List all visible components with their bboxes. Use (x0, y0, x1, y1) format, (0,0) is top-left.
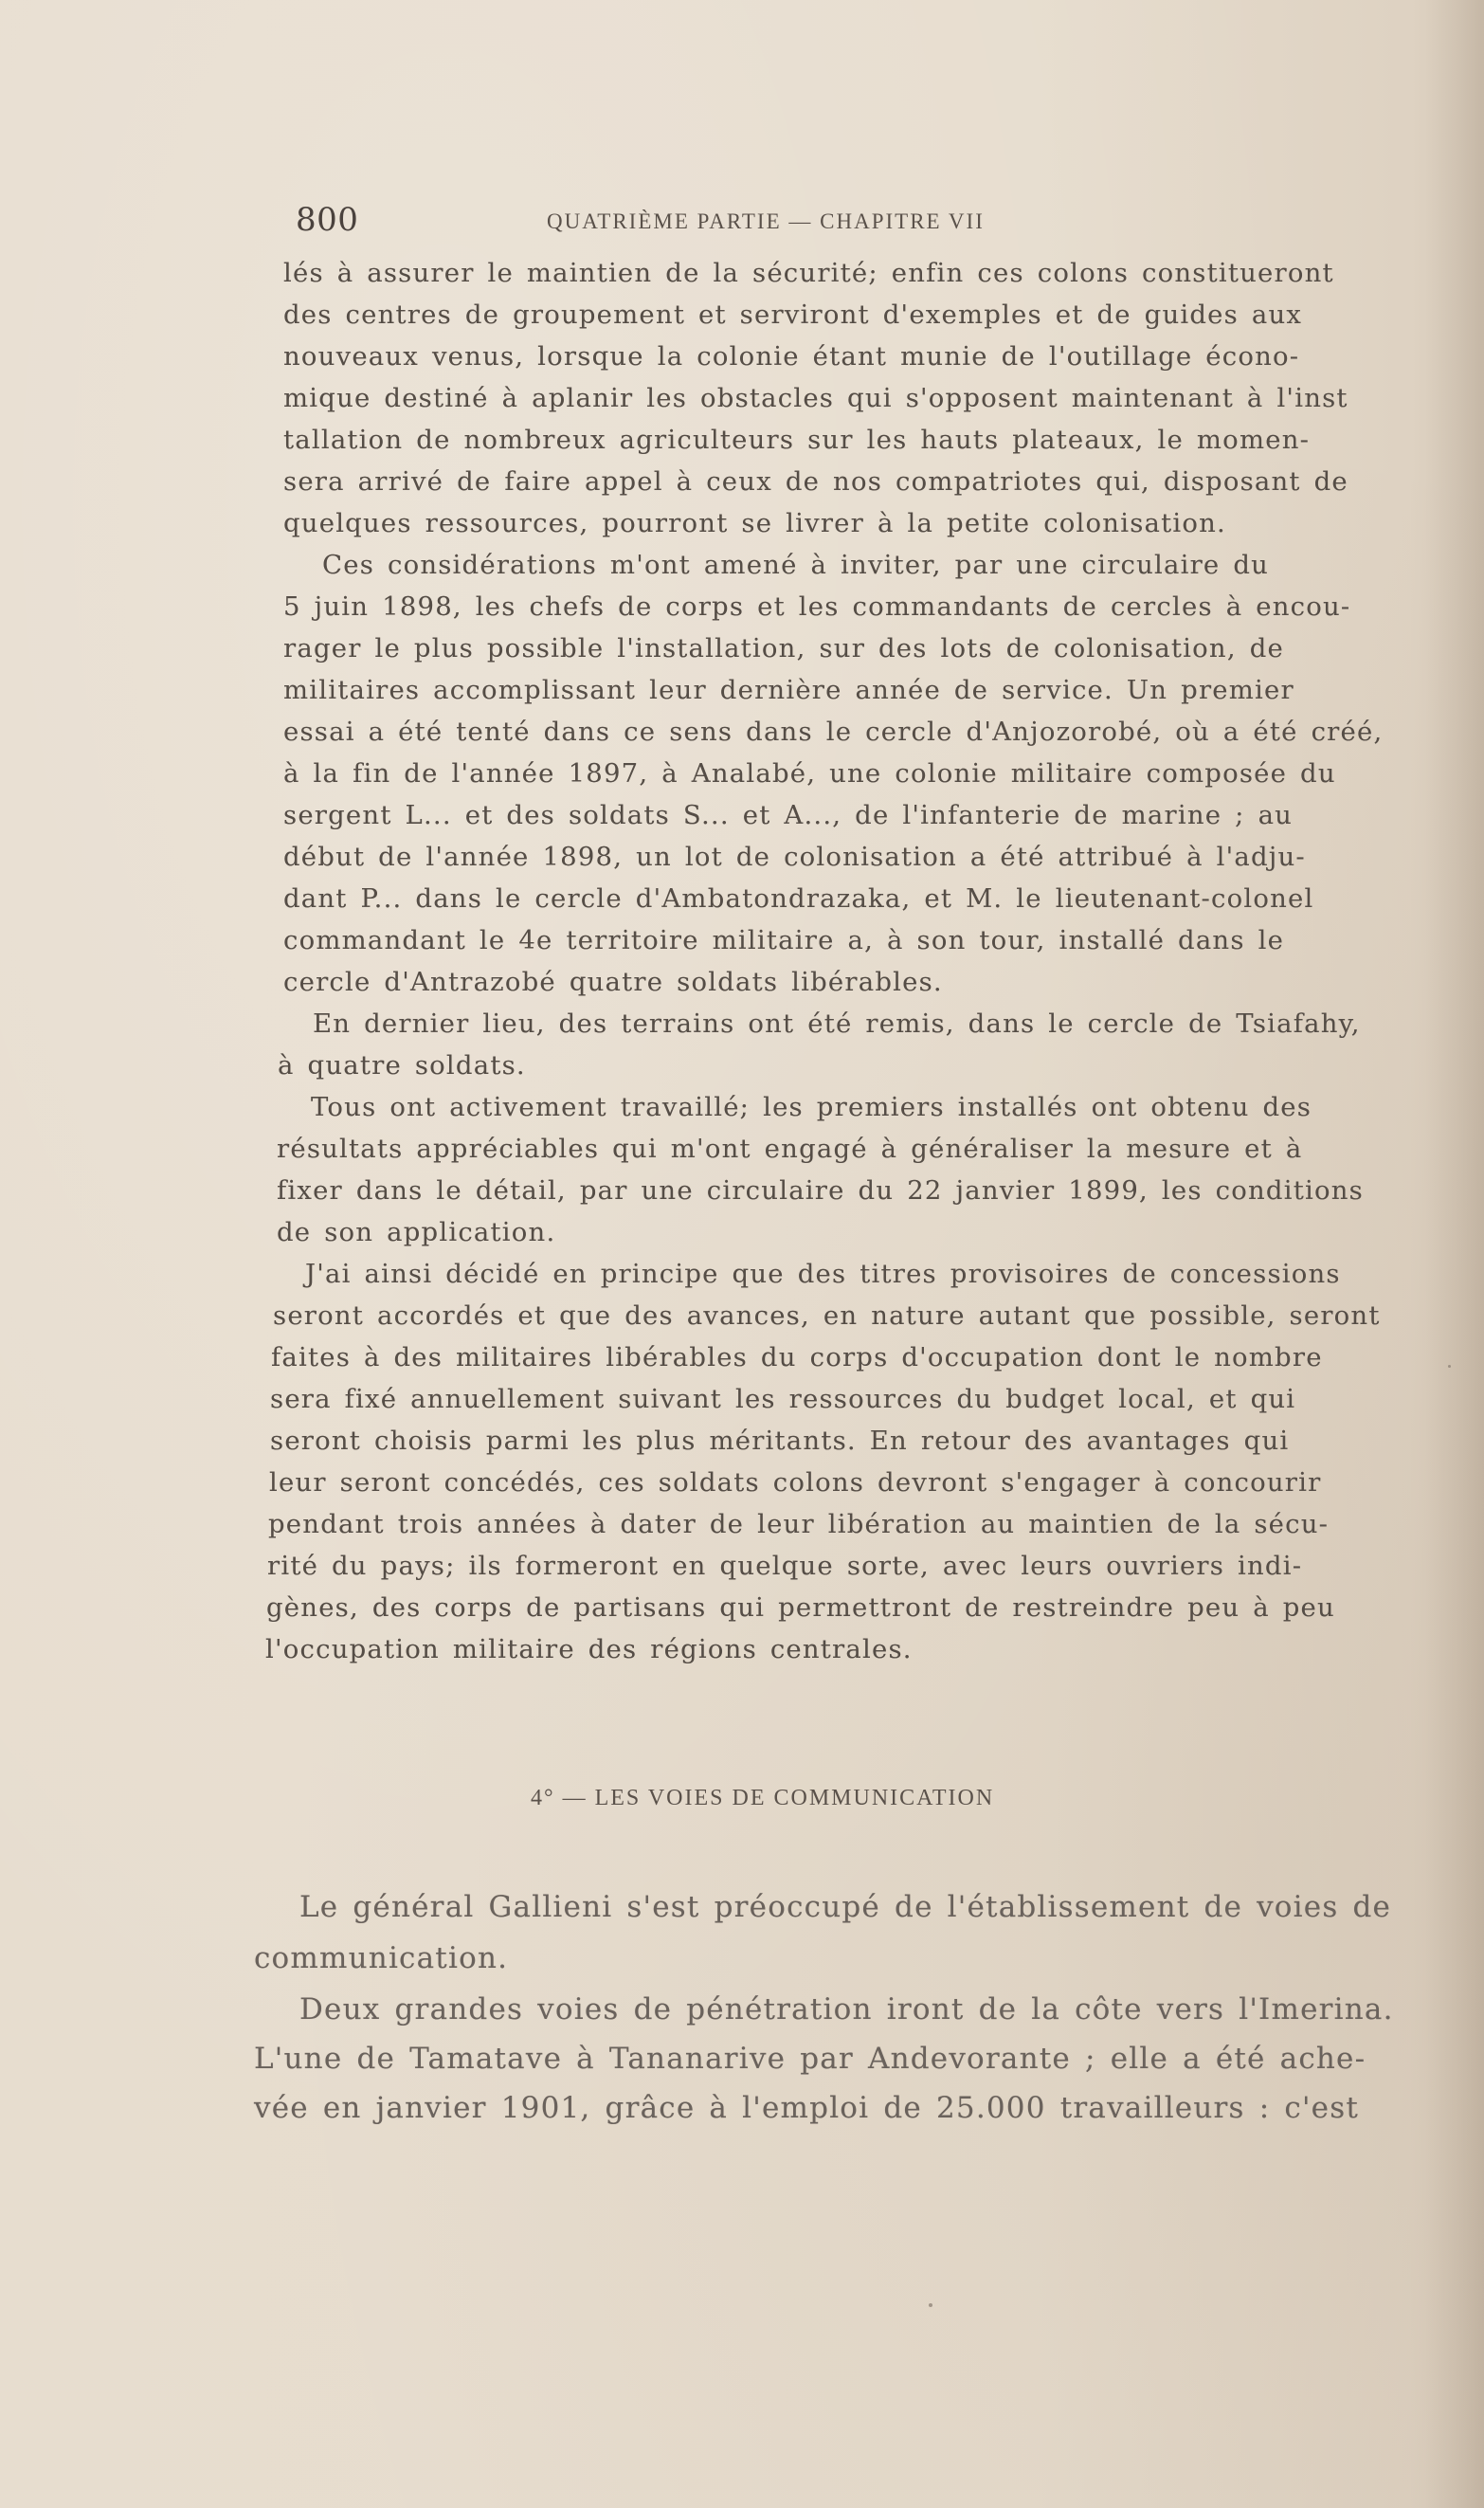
body-line: pendant trois années à dater de leur libération au maintien de la sécu- (268, 1509, 1330, 1539)
lower-body-line: communication. (254, 1941, 509, 1975)
body-line: dant P... dans le cercle d'Ambatondrazaka, et M. le lieutenant-colonel (283, 883, 1314, 914)
body-line: sera fixé annuellement suivant les ressources du budget local, et qui (270, 1384, 1296, 1414)
body-line: début de l'année 1898, un lot de colonisation a été attribué à l'adju- (283, 842, 1306, 872)
page-number: 800 (296, 201, 359, 239)
body-line: des centres de groupement et serviront d'exemples et de guides aux (283, 300, 1303, 330)
body-line: tallation de nombreux agriculteurs sur les hauts plateaux, le momen- (283, 425, 1311, 455)
body-line: Ces considérations m'ont amené à inviter, par une circulaire du (322, 550, 1270, 580)
section-heading: 4° — LES VOIES DE COMMUNICATION (531, 1786, 995, 1810)
body-line: rité du pays; ils formeront en quelque sorte, avec leurs ouvriers indi- (267, 1551, 1303, 1581)
lower-body-line: Deux grandes voies de pénétration iront de la côte vers l'Imerina. (299, 1992, 1394, 2026)
body-line: à la fin de l'année 1897, à Analabé, une colonie militaire composée du (283, 758, 1336, 789)
body-line: 5 juin 1898, les chefs de corps et les commandants de cercles à encou- (283, 591, 1351, 622)
body-line: l'occupation militaire des régions centrales. (265, 1634, 913, 1664)
lower-body-line: Le général Gallieni s'est préoccupé de l'établissement de voies de (299, 1890, 1392, 1924)
body-line: seront accordés et que des avances, en nature autant que possible, seront (273, 1300, 1381, 1331)
body-line: à quatre soldats. (278, 1050, 526, 1081)
body-line: nouveaux venus, lorsque la colonie étant munie de l'outillage écono- (283, 341, 1300, 372)
body-line: militaires accomplissant leur dernière année de service. Un premier (283, 675, 1294, 705)
body-line: leur seront concédés, ces soldats colons devront s'engager à concourir (269, 1467, 1322, 1498)
body-line: En dernier lieu, des terrains ont été remis, dans le cercle de Tsiafahy, (313, 1009, 1361, 1039)
running-title: QUATRIÈME PARTIE — CHAPITRE VII (547, 209, 985, 233)
body-line: Tous ont activement travaillé; les premiers installés ont obtenu des (311, 1092, 1312, 1122)
body-line: seront choisis parmi les plus méritants. En retour des avantages qui (270, 1426, 1290, 1456)
lower-body-line: vée en janvier 1901, grâce à l'emploi de 25.000 travailleurs : c'est (254, 2091, 1359, 2125)
body-line: lés à assurer le maintien de la sécurité; enfin ces colons constitueront (283, 258, 1334, 288)
body-line: fixer dans le détail, par une circulaire du 22 janvier 1899, les conditions (277, 1175, 1364, 1206)
body-line: rager le plus possible l'installation, sur des lots de colonisation, de (283, 633, 1284, 663)
body-line: commandant le 4e territoire militaire a, à son tour, installé dans le (283, 925, 1285, 955)
body-line: gènes, des corps de partisans qui permettront de restreindre peu à peu (266, 1592, 1335, 1623)
running-head (296, 201, 1480, 246)
paper-speck (929, 2303, 932, 2307)
body-line: mique destiné à aplanir les obstacles qui s'opposent maintenant à l'inst (283, 383, 1348, 413)
body-line: quelques ressources, pourront se livrer à la petite colonisation. (283, 508, 1226, 538)
body-line: de son application. (277, 1217, 556, 1247)
body-line: J'ai ainsi décidé en principe que des titres provisoires de concessions (305, 1259, 1341, 1289)
body-line: cercle d'Antrazobé quatre soldats libérables. (283, 967, 943, 997)
body-line: sergent L... et des soldats S... et A..., de l'infanterie de marine ; au (283, 800, 1294, 830)
body-line: résultats appréciables qui m'ont engagé à généraliser la mesure et à (277, 1134, 1303, 1164)
body-line: sera arrivé de faire appel à ceux de nos compatriotes qui, disposant de (283, 466, 1348, 497)
body-line: essai a été tenté dans ce sens dans le cercle d'Anjozorobé, où a été créé, (283, 717, 1384, 747)
body-line: faites à des militaires libérables du corps d'occupation dont le nombre (271, 1342, 1323, 1372)
paper-speck (1448, 1365, 1451, 1368)
page-edge-shadow (1425, 0, 1484, 2508)
lower-body-line: L'une de Tamatave à Tananarive par Andevorante ; elle a été ache- (254, 2042, 1366, 2076)
